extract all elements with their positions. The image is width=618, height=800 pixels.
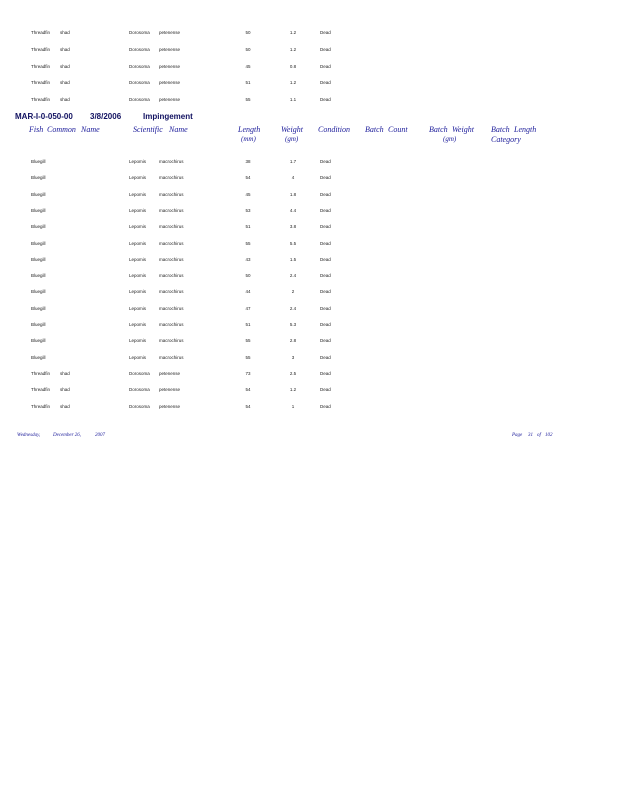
weight-cell: 5.5: [289, 240, 297, 246]
condition-cell: Dead: [320, 289, 331, 295]
common-name-cell: Bluegill: [31, 256, 46, 262]
condition-cell: Dead: [320, 159, 331, 164]
col-weight-unit: (gm): [285, 135, 299, 143]
genus-cell: Lepomis: [129, 289, 147, 295]
condition-cell: Dead: [320, 305, 331, 311]
length-cell: 54: [245, 403, 251, 409]
species-cell: macrochirus: [159, 207, 184, 213]
col-category: Category: [491, 135, 521, 144]
common-name-cell: Bluegill: [31, 159, 46, 164]
genus-cell: Dorosoma: [129, 370, 150, 376]
col-condition: Condition: [318, 125, 351, 134]
species-cell: petenense: [159, 97, 181, 103]
footer-of-label: of: [537, 433, 541, 438]
condition-cell: Dead: [320, 354, 331, 360]
species-cell: macrochirus: [159, 354, 184, 360]
condition-cell: Dead: [320, 370, 331, 376]
condition-cell: Dead: [320, 191, 331, 197]
footer-month-day: December 26,: [53, 433, 82, 438]
condition-cell: Dead: [320, 338, 331, 344]
table-row: [0, 79, 618, 87]
length-cell: 55: [245, 354, 251, 360]
genus-cell: Dorosoma: [129, 403, 150, 409]
common-name-cell: Threadfin: [31, 30, 51, 35]
weight-cell: 4: [291, 175, 295, 181]
table-row: [0, 29, 618, 37]
length-cell: 45: [245, 191, 251, 197]
weight-cell: 0.8: [289, 63, 297, 69]
genus-cell: Dorosoma: [129, 80, 150, 86]
species-cell: petenense: [159, 63, 181, 69]
genus-cell: Lepomis: [129, 175, 147, 181]
common-name-cell: Bluegill: [31, 175, 46, 181]
footer-weekday: Wednesday,: [17, 433, 41, 438]
common-name-cell: Bluegill: [31, 305, 46, 311]
condition-cell: Dead: [320, 256, 331, 262]
species-cell: macrochirus: [159, 159, 184, 164]
common-name-cell: Threadfin: [31, 97, 51, 103]
weight-cell: 4.4: [289, 207, 297, 213]
weight-cell: 5.3: [289, 322, 297, 327]
species-cell: macrochirus: [159, 289, 184, 295]
species-cell: macrochirus: [159, 175, 184, 181]
condition-cell: Dead: [320, 97, 331, 103]
species-cell: macrochirus: [159, 191, 184, 197]
common-name-cell: Bluegill: [31, 338, 46, 344]
table-row: [0, 386, 618, 394]
condition-cell: Dead: [320, 30, 331, 35]
length-cell: 47: [245, 305, 251, 311]
common-name-cell: Threadfin: [31, 370, 51, 376]
species-cell: macrochirus: [159, 305, 184, 311]
length-cell: 44: [245, 289, 251, 295]
table-row: [0, 321, 618, 329]
col-batch-weight-1: Batch: [429, 125, 448, 134]
table-row: [0, 174, 618, 182]
genus-cell: Lepomis: [129, 207, 147, 213]
col-name: Name: [81, 125, 100, 134]
species-cell: macrochirus: [159, 256, 184, 262]
common-name-2-cell: shad: [60, 97, 70, 103]
table-row: [0, 288, 618, 296]
length-cell: 43: [245, 256, 251, 262]
common-name-2-cell: shad: [60, 30, 70, 35]
common-name-cell: Bluegill: [31, 273, 46, 279]
weight-cell: 1.2: [289, 30, 297, 35]
genus-cell: Dorosoma: [129, 46, 150, 52]
species-cell: macrochirus: [159, 273, 184, 279]
condition-cell: Dead: [320, 387, 331, 393]
length-cell: 53: [245, 207, 251, 213]
genus-cell: Lepomis: [129, 159, 147, 164]
footer-page-total: 102: [545, 433, 553, 438]
condition-cell: Dead: [320, 46, 331, 52]
weight-cell: 2.8: [289, 338, 297, 344]
col-common: Common: [47, 125, 76, 134]
col-scientific: Scientific: [133, 125, 163, 134]
condition-cell: Dead: [320, 224, 331, 230]
weight-cell: 2: [291, 289, 295, 295]
col-fish: Fish: [29, 125, 44, 134]
weight-cell: 1.8: [289, 191, 297, 197]
species-cell: macrochirus: [159, 338, 184, 344]
col-batch-length-2: Length: [514, 125, 537, 134]
length-cell: 54: [245, 387, 251, 393]
weight-cell: 2.5: [289, 370, 297, 376]
species-cell: petenense: [159, 387, 181, 393]
table-row: [0, 272, 618, 280]
weight-cell: 1.2: [289, 80, 297, 86]
common-name-2-cell: shad: [60, 46, 70, 52]
condition-cell: Dead: [320, 273, 331, 279]
genus-cell: Lepomis: [129, 240, 147, 246]
table-row: [0, 158, 618, 166]
genus-cell: Dorosoma: [129, 97, 150, 103]
table-row: [0, 370, 618, 378]
common-name-cell: Bluegill: [31, 322, 46, 327]
length-cell: 73: [245, 370, 251, 376]
weight-cell: 1.7: [289, 159, 297, 164]
common-name-cell: Bluegill: [31, 240, 46, 246]
col-batch-weight-unit: (gm): [443, 135, 457, 143]
length-cell: 38: [245, 159, 251, 164]
common-name-cell: Threadfin: [31, 403, 51, 409]
genus-cell: Lepomis: [129, 322, 147, 327]
weight-cell: 3.8: [289, 224, 297, 230]
species-cell: petenense: [159, 46, 181, 52]
common-name-2-cell: shad: [60, 63, 70, 69]
length-cell: 50: [245, 46, 251, 52]
footer-year: 2007: [95, 433, 105, 438]
genus-cell: Dorosoma: [129, 30, 150, 35]
footer-page-label: Page: [512, 433, 523, 438]
genus-cell: Lepomis: [129, 338, 147, 344]
condition-cell: Dead: [320, 80, 331, 86]
col-weight: Weight: [281, 125, 303, 134]
species-cell: petenense: [159, 403, 181, 409]
genus-cell: Dorosoma: [129, 63, 150, 69]
table-row: [0, 305, 618, 313]
species-cell: macrochirus: [159, 240, 184, 246]
condition-cell: Dead: [320, 207, 331, 213]
length-cell: 54: [245, 175, 251, 181]
col-length: Length: [238, 125, 261, 134]
common-name-cell: Threadfin: [31, 387, 51, 393]
footer-page-num: 31: [528, 433, 533, 438]
page-footer: [0, 431, 618, 441]
col-count: Count: [388, 125, 408, 134]
condition-cell: Dead: [320, 403, 331, 409]
length-cell: 55: [245, 97, 251, 103]
table-row: [0, 191, 618, 199]
common-name-2-cell: shad: [60, 403, 70, 409]
genus-cell: Dorosoma: [129, 387, 150, 393]
table-row: [0, 223, 618, 231]
col-sci-name: Name: [169, 125, 188, 134]
condition-cell: Dead: [320, 240, 331, 246]
common-name-cell: Threadfin: [31, 80, 51, 86]
genus-cell: Lepomis: [129, 354, 147, 360]
table-row: [0, 46, 618, 54]
length-cell: 45: [245, 63, 251, 69]
species-cell: macrochirus: [159, 224, 184, 230]
table-row: [0, 207, 618, 215]
weight-cell: 1.1: [289, 97, 297, 103]
common-name-cell: Bluegill: [31, 354, 46, 360]
length-cell: 50: [245, 273, 251, 279]
weight-cell: 2.4: [289, 305, 297, 311]
col-batch-length-1: Batch: [491, 125, 510, 134]
col-length-unit: (mm): [241, 135, 256, 143]
common-name-2-cell: shad: [60, 370, 70, 376]
species-cell: macrochirus: [159, 322, 184, 327]
col-batch-weight-2: Weight: [452, 125, 474, 134]
table-row: [0, 96, 618, 104]
table-row: [0, 337, 618, 345]
length-cell: 51: [245, 80, 251, 86]
weight-cell: 2.4: [289, 273, 297, 279]
genus-cell: Lepomis: [129, 273, 147, 279]
site-id: MAR-I-0-050-00: [15, 112, 73, 121]
common-name-cell: Threadfin: [31, 46, 51, 52]
common-name-cell: Bluegill: [31, 207, 46, 213]
table-row: [0, 354, 618, 362]
genus-cell: Lepomis: [129, 256, 147, 262]
common-name-cell: Bluegill: [31, 224, 46, 230]
species-cell: petenense: [159, 80, 181, 86]
weight-cell: 1.2: [289, 46, 297, 52]
common-name-cell: Threadfin: [31, 63, 51, 69]
condition-cell: Dead: [320, 322, 331, 327]
common-name-cell: Bluegill: [31, 191, 46, 197]
genus-cell: Lepomis: [129, 191, 147, 197]
genus-cell: Lepomis: [129, 305, 147, 311]
condition-cell: Dead: [320, 175, 331, 181]
table-row: [0, 240, 618, 248]
sample-date: 3/8/2006: [90, 112, 122, 121]
weight-cell: 1: [291, 403, 295, 409]
weight-cell: 3: [291, 354, 295, 360]
table-row: [0, 256, 618, 264]
species-cell: petenense: [159, 370, 181, 376]
length-cell: 55: [245, 240, 251, 246]
length-cell: 50: [245, 30, 251, 35]
species-cell: petenense: [159, 30, 181, 35]
length-cell: 51: [245, 224, 251, 230]
weight-cell: 1.2: [289, 387, 297, 393]
common-name-cell: Bluegill: [31, 289, 46, 295]
table-row: [0, 403, 618, 411]
weight-cell: 1.5: [289, 256, 297, 262]
length-cell: 51: [245, 322, 251, 327]
common-name-2-cell: shad: [60, 387, 70, 393]
common-name-2-cell: shad: [60, 80, 70, 86]
table-row: [0, 63, 618, 71]
sample-type: Impingement: [143, 112, 193, 121]
col-batch: Batch: [365, 125, 384, 134]
length-cell: 55: [245, 338, 251, 344]
condition-cell: Dead: [320, 63, 331, 69]
genus-cell: Lepomis: [129, 224, 147, 230]
